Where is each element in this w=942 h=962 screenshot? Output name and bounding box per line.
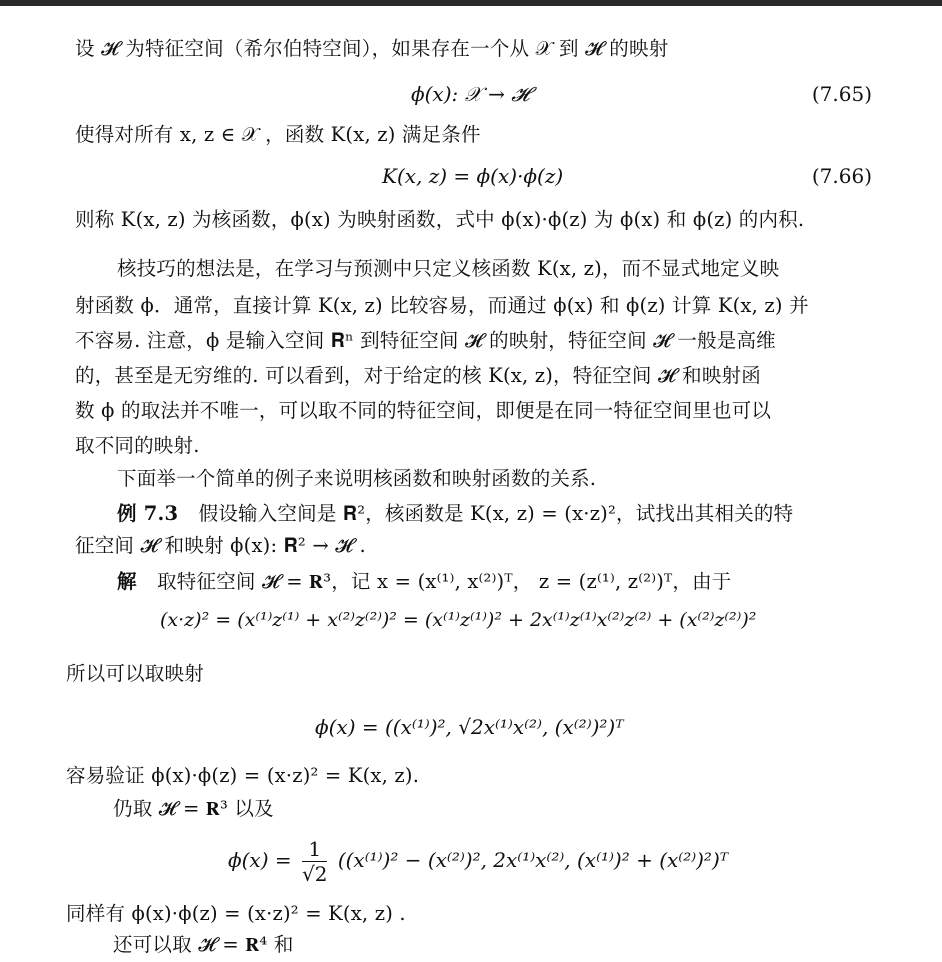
equation-number: (7.65): [811, 82, 872, 106]
solution-line: 仍取 𝓗 = 𝐑³ 以及: [113, 797, 274, 820]
mapping-equation-alt: [228, 836, 728, 886]
paragraph-line: 的，甚至是无穷维的. 可以看到，对于给定的核 K(x, z)，特征空间 𝓗 和映射函: [75, 364, 761, 387]
fraction: [302, 837, 327, 886]
paragraph-line: 数 ϕ 的取法并不唯一，可以取不同的特征空间，即便是在同一特征空间里也可以: [75, 399, 772, 422]
solution-line: 所以可以取映射: [66, 662, 204, 685]
fraction-denominator: √2: [302, 862, 328, 886]
example-line: 征空间 𝓗 和映射 ϕ(x): 𝐑² → 𝓗 .: [75, 534, 366, 557]
solution-line: 同样有 ϕ(x)·ϕ(z) = (x·z)² = K(x, z) .: [66, 902, 406, 925]
paragraph-line: 核技巧的想法是，在学习与预测中只定义核函数 K(x, z)，而不显式地定义映: [117, 257, 780, 280]
expansion-equation: (x·z)² = (x⁽¹⁾z⁽¹⁾ + x⁽²⁾z⁽²⁾)² = (x⁽¹⁾z⁽¹⁾)² + 2x⁽¹⁾z⁽¹⁾x⁽²⁾z⁽²⁾ + (x⁽²⁾z⁽²⁾)²: [160, 609, 757, 631]
equation-7-66: K(x, z) = ϕ(x)·ϕ(z): [382, 164, 564, 188]
paragraph-line: 射函数 ϕ．通常，直接计算 K(x, z) 比较容易，而通过 ϕ(x) 和 ϕ(z) 计算 K(x, z) 并: [75, 294, 809, 317]
paragraph-line: 则称 K(x, z) 为核函数，ϕ(x) 为映射函数，式中 ϕ(x)·ϕ(z) 为 ϕ(x) 和 ϕ(z) 的内积.: [75, 208, 805, 231]
example-text: 假设输入空间是 𝐑²，核函数是 K(x, z) = (x·z)²，试找出其相关的特: [198, 502, 794, 525]
paragraph-line: 设 𝓗 为特征空间（希尔伯特空间），如果存在一个从 𝒳 到 𝓗 的映射: [75, 37, 669, 60]
equation-lhs: ϕ(x) =: [228, 848, 292, 872]
fraction-numerator: 1: [302, 837, 327, 862]
equation-7-65: ϕ(x): 𝒳 → 𝓗: [411, 82, 530, 106]
paragraph-line: 下面举一个简单的例子来说明核函数和映射函数的关系.: [117, 467, 597, 490]
example-line: [117, 499, 793, 529]
paragraph-line: 使得对所有 x, z ∈ 𝒳 ，函数 K(x, z) 满足条件: [75, 123, 481, 146]
mapping-equation-r3: ϕ(x) = ((x⁽¹⁾)², √2x⁽¹⁾x⁽²⁾, (x⁽²⁾)²)ᵀ: [315, 715, 624, 739]
equation-rhs: ((x⁽¹⁾)² − (x⁽²⁾)², 2x⁽¹⁾x⁽²⁾, (x⁽¹⁾)² + (x⁽²⁾)²)ᵀ: [337, 848, 729, 872]
equation-number: (7.66): [811, 164, 872, 188]
solution-line: 还可以取 𝓗 = 𝐑⁴ 和: [113, 933, 294, 956]
example-label: 例 7.3: [117, 502, 179, 525]
solution-line: [117, 567, 732, 597]
solution-text: 取特征空间 𝓗 = 𝐑³，记 x = (x⁽¹⁾, x⁽²⁾)ᵀ， z = (z⁽¹⁾, z⁽²⁾)ᵀ，由于: [157, 570, 732, 593]
paragraph-line: 不容易. 注意，ϕ 是输入空间 𝐑ⁿ 到特征空间 𝓗 的映射，特征空间 𝓗 一般是高维: [75, 329, 776, 352]
solution-line: 容易验证 ϕ(x)·ϕ(z) = (x·z)² = K(x, z).: [66, 764, 420, 787]
solution-label: 解: [117, 570, 137, 593]
paragraph-line: 取不同的映射.: [75, 434, 200, 457]
